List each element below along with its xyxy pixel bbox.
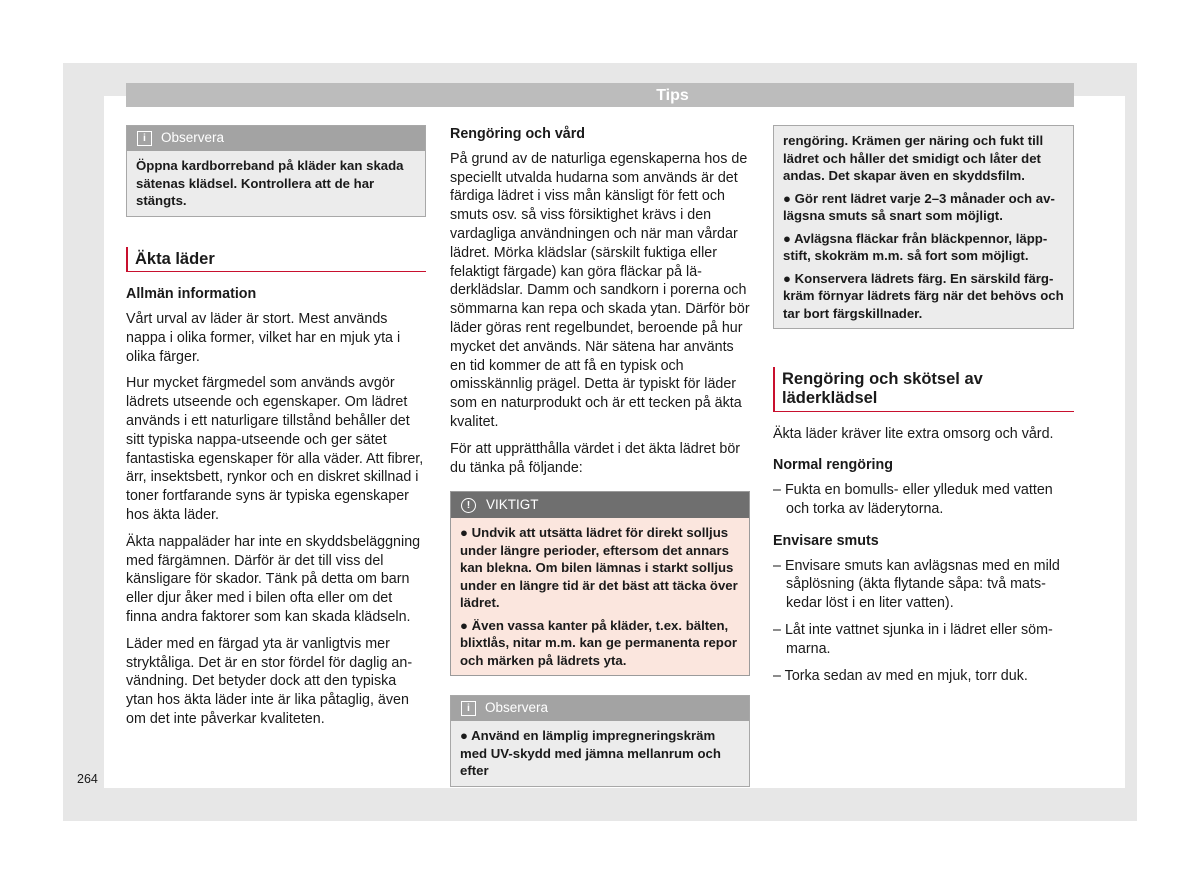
note-text: Öppna kardborreband på kläder kan skada sätenas klädsel. Kontrollera att de har stängts. — [136, 158, 404, 208]
paragraph: För att upprätthålla värdet i det äkta lädret bör du tänka på följande: — [450, 440, 741, 476]
note-header — [127, 126, 425, 151]
warning-item: ● Undvik att utsätta lädret för direkt solljus under längre perioder, eftersom det annars kan blekna. Om bilen lämnas i starkt solljus under en längre tid är det bäst att täcka över lädret. — [460, 525, 738, 611]
note-body — [451, 721, 749, 786]
page-number: 264 — [77, 772, 98, 786]
paragraph: Läder med en färgad yta är vanligtvis mer stryktåliga. Det är en stor fördel för daglig användning. Det betyder dock att den typiska ytan hos äkta läder inte är lika påtaglig, även om det inte påverkar kvaliteten. — [126, 635, 413, 728]
note-title: Observera — [161, 130, 225, 146]
dash-item: – Torka sedan av med en mjuk, torr duk. — [773, 667, 1028, 684]
note-continued-text: rengöring. Krämen ger näring och fukt till lädret och håller det smidigt och låter det andas. Det skapar även en skyddsfilm. — [783, 133, 1044, 183]
paragraph: På grund av de naturliga egenskaperna hos de speciellt utvalda hudarna som används är det färdiga lädret i viss mån känsligt för fett och smuts osv. så viss försiktighet krävs i den vardagliga användningen och när man vårdar lädret. Mörka klädslar (särskilt fuktiga eller felaktigt färgade) kan göra fläckar på läderklädslar. Damm och sandkorn i porerna och sömmarna kan repa och skada ytan. Därför bör läder göras rent regelbundet, beroende på hur mycket det används. När sätena har använts en tid kommer de att få en typisk och omisskännlig prägel. Detta är typiskt för läder som en naturprodukt och är ett tecken på äkta kvalitet. — [450, 150, 750, 430]
warning-icon: ! — [461, 498, 476, 513]
note-header — [451, 696, 749, 721]
page-header: Tips — [126, 83, 1074, 107]
info-icon: i — [137, 131, 152, 146]
paragraph: Vårt urval av läder är stort. Mest används nappa i olika former, vilket har en mjuk yta i olika färger. — [126, 311, 401, 365]
column-middle — [450, 125, 750, 787]
paragraph: Äkta läder kräver lite extra omsorg och vård. — [773, 425, 1054, 442]
section-title-akta-lader: Äkta läder — [126, 247, 426, 273]
column-left — [126, 125, 426, 737]
note-item: ● Gör rent lädret varje 2–3 månader och avlägsna smuts så snart som möjligt. — [783, 190, 1055, 223]
dash-item: – Envisare smuts kan avlägsnas med en mild såplösning (äkta flytande såpa: två matskedar löst i en liter vatten). — [773, 557, 1060, 612]
paragraph: Äkta nappaläder har inte en skyddsbeläggning med färgämnen. Därför är det till viss del känsligare för skador. Tänk på detta om barn eller djur åker med i bilen ofta eller om det finna andra faktorer som kan skada klädseln. — [126, 533, 421, 626]
note-title: Observera — [485, 700, 549, 716]
note-item: ● Konservera lädrets färg. En särskild färgkräm förnyar lädrets färg när det behövs och tar bort färgskillnader. — [783, 270, 1064, 321]
warning-header — [451, 492, 749, 518]
note-body — [127, 151, 425, 216]
note-item: ● Avlägsna fläckar från bläckpennor, läppstift, skokräm m.m. så fort som möjligt. — [783, 230, 1048, 263]
warning-box — [450, 491, 750, 676]
note-box-continued — [773, 125, 1074, 329]
paragraph: Hur mycket färgmedel som används avgör lädrets utseende och egenskaper. Om lädret används i ett naturligare tillstånd behåller det sitt typiska nappa-utseende och ger sätet fantastiska egenskaper för alla väder. Att fibrer, ärr, insektsbett, rynkor och en diskret skillnad i toner fortfarande syns är typiska egenskaper hos äkta läder. — [126, 375, 424, 524]
warning-title: VIKTIGT — [486, 496, 539, 512]
note-body — [774, 126, 1073, 328]
subheading-rengoring-och-vard: Rengöring och vård — [450, 126, 586, 142]
warning-item: ● Även vassa kanter på kläder, t.ex. bälten, blixtlås, nitar m.m. kan ge permanenta repor och märken på lädrets yta. — [460, 617, 738, 668]
dash-item: – Låt inte vattnet sjunka in i lädret eller sömmarna. — [773, 621, 1053, 657]
note-box-velcro — [126, 125, 426, 217]
subheading-allman-information: Allmän information — [126, 286, 257, 303]
column-right — [773, 125, 1074, 693]
dash-item: – Fukta en bomulls- eller ylleduk med vatten och torka av läderytorna. — [773, 482, 1053, 517]
note-item: ● Använd en lämplig impregneringskräm med UV-skydd med jämna mellanrum och efter — [460, 728, 721, 779]
subheading-envisare-smuts: Envisare smuts — [773, 532, 879, 549]
warning-body — [451, 518, 749, 675]
info-icon: i — [461, 701, 476, 716]
subheading-normal-rengoring: Normal rengöring — [773, 457, 893, 474]
note-box-impregnation — [450, 695, 750, 787]
section-title-rengoring-skotsel: Rengöring och skötsel av läderklädsel — [773, 367, 1074, 412]
